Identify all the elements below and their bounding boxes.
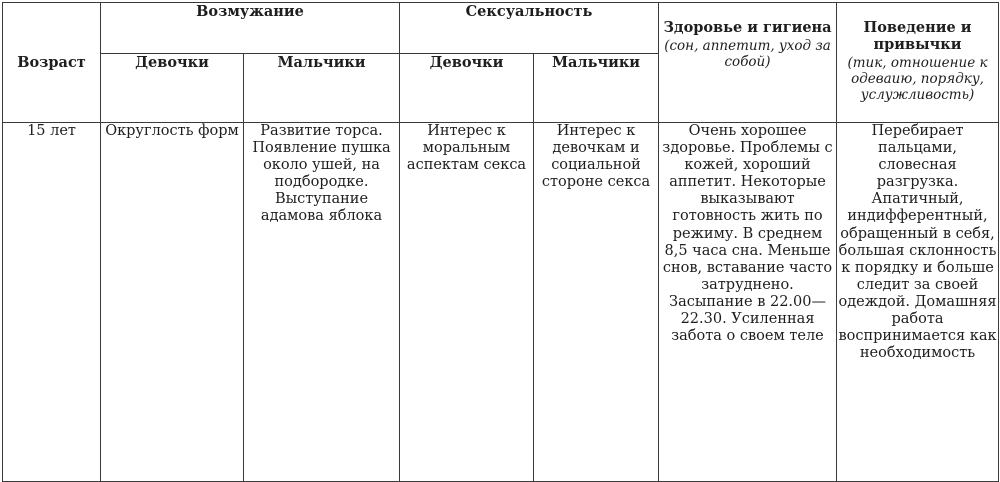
header-sex-girls: Девочки xyxy=(400,54,534,123)
header-growth-girls: Девочки xyxy=(101,54,244,123)
header-behavior xyxy=(837,3,999,123)
cell-growth-girls: Округлость форм xyxy=(101,123,244,482)
header-sex-boys: Мальчики xyxy=(534,54,659,123)
cell-growth-boys: Развитие торса. Появление пушка около ушей, на подбородке. Выступание адамова яблока xyxy=(244,123,400,482)
header-row-top xyxy=(3,3,999,54)
development-table xyxy=(2,2,999,482)
cell-behavior: Перебирает пальцами, словесная разгрузка. Апатичный, индифферентный, обращенный в себя, большая склонность к порядку и больше следит за своей одеждой. Домашняя работа воспринимается как необходимость xyxy=(837,123,999,482)
table-row xyxy=(3,123,999,482)
header-health-subtitle: (сон, аппетит, уход за собой) xyxy=(664,38,831,70)
cell-sex-boys: Интерес к девочкам и социальной стороне секса xyxy=(534,123,659,482)
cell-age: 15 лет xyxy=(3,123,101,482)
header-behavior-subtitle: (тик, отношение к одеваию, порядку, услужливость) xyxy=(847,55,988,103)
cell-sex-girls: Интерес к моральным аспектам секса xyxy=(400,123,534,482)
header-age: Возраст xyxy=(3,3,101,123)
header-growth: Возмужание xyxy=(101,3,400,54)
header-health xyxy=(659,3,837,123)
header-sexuality: Сексуальность xyxy=(400,3,659,54)
cell-health: Очень хорошее здоровье. Проблемы с кожей, хороший аппетит. Некоторые выказывают готовность жить по режиму. В среднем 8,5 часа сна. Меньше снов, вставание часто затруднено. Засыпание в 22.00—22.30. Усиленная забота о своем теле xyxy=(659,123,837,482)
header-behavior-title: Поведение и привычки xyxy=(863,19,972,53)
header-health-title: Здоровье и гигиена xyxy=(663,19,832,36)
header-growth-boys: Мальчики xyxy=(244,54,400,123)
